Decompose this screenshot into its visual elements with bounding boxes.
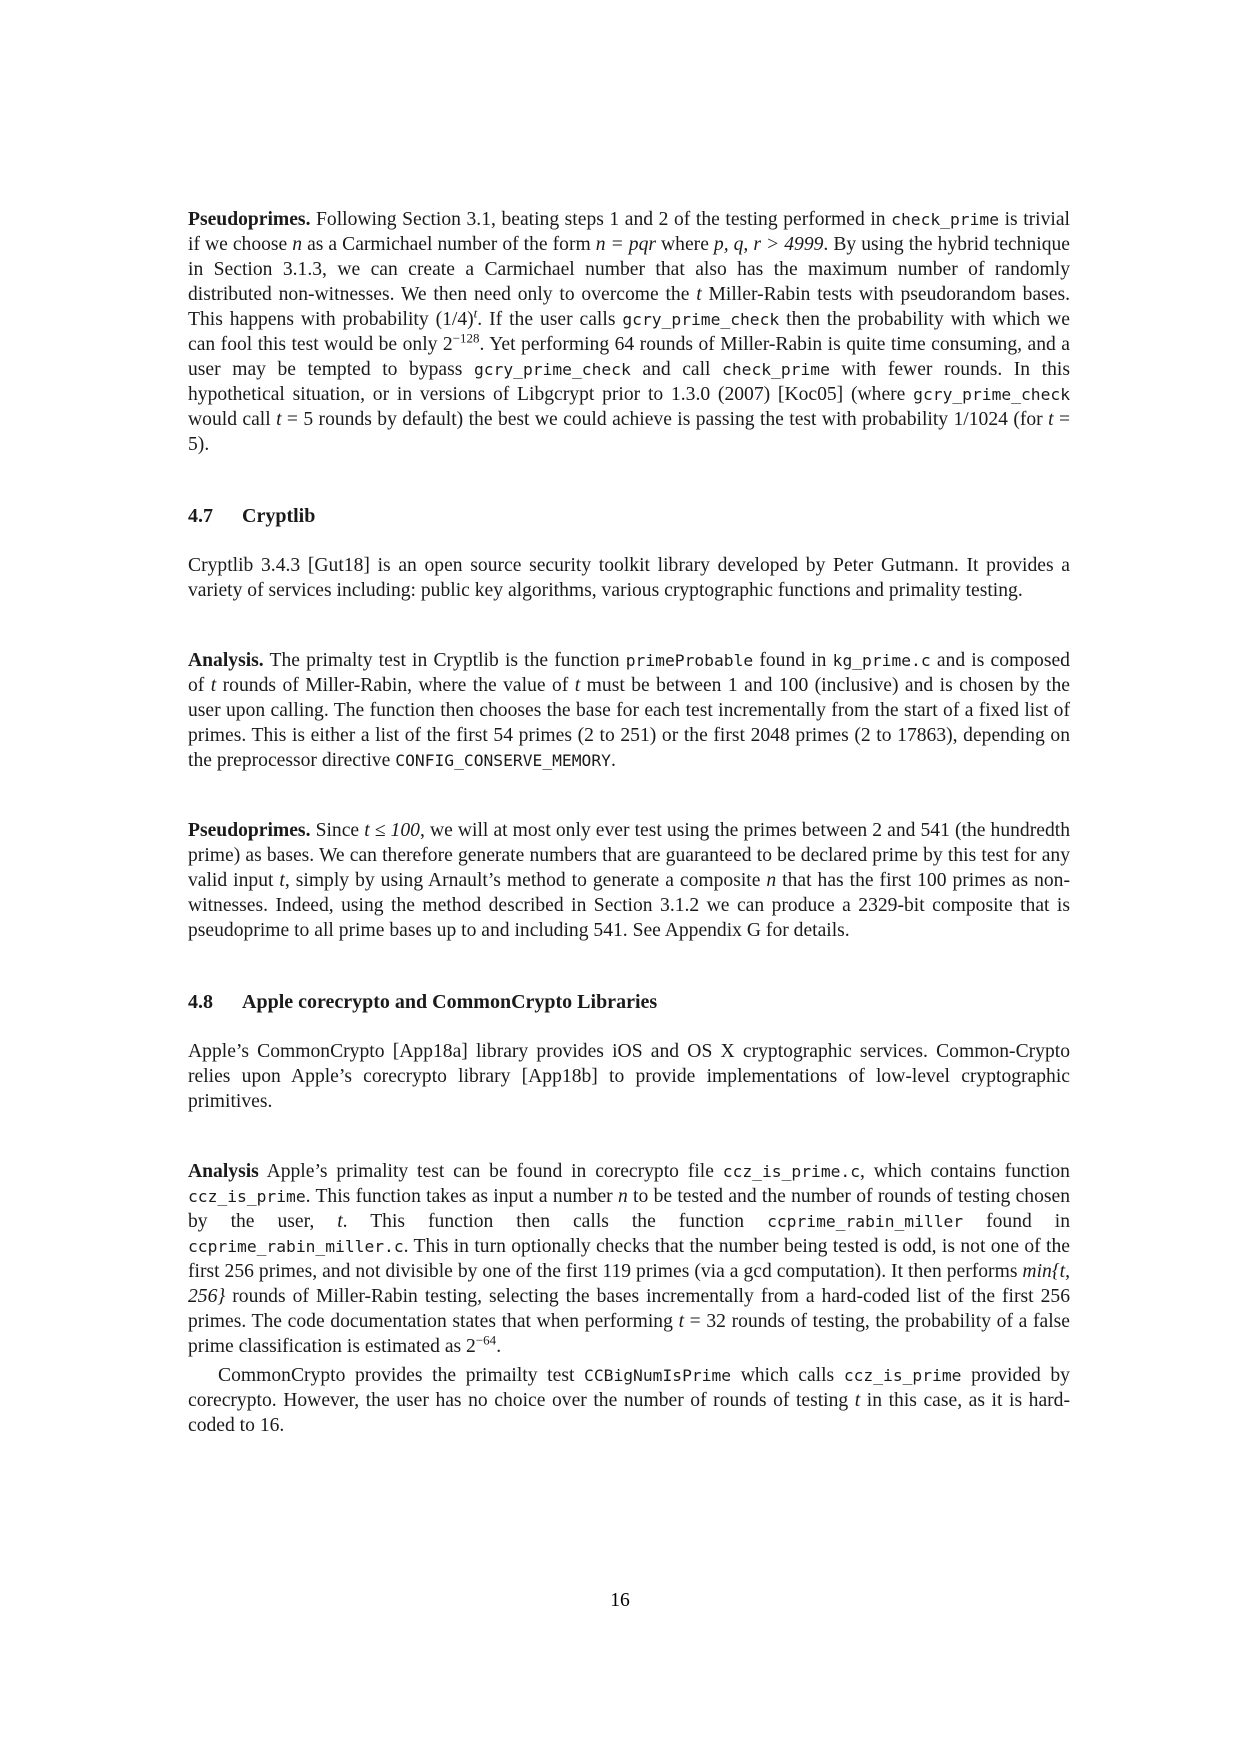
run-in-heading: Pseudoprimes.	[188, 820, 311, 841]
run-in-heading: Pseudoprimes.	[188, 209, 311, 230]
code-gcry-prime-check: gcry_prime_check	[622, 310, 780, 329]
code-ccz-is-prime-file: ccz_is_prime.c	[722, 1162, 861, 1181]
page-body	[188, 207, 1070, 1438]
section-title: Cryptlib	[242, 505, 316, 527]
analysis-paragraph-apple: Analysis Apple’s primality test can be found in corecrypto file ccz_is_prime.c, which contains function ccz_is_prime. This function takes as input a number n to be tested and the number of rounds of testing chosen by the user, t. This function then calls the function ccprime_rabin_miller found in ccprime_rabin_miller.c. This in turn optionally checks that the number being tested is odd, is not one of the first 256 primes, and not divisible by one of the first 119 primes (via a gcd computation). It then performs min{t, 256} rounds of Miller-Rabin testing, selecting the bases incrementally from a hard-coded list of the first 256 primes. The code documentation states that when performing t = 32 rounds of testing, the probability of a false prime classification is estimated as $2^{-64}$.	[188, 1161, 1071, 1357]
code-prime-probable: primeProbable	[625, 651, 754, 670]
pseudoprimes-paragraph-2: Pseudoprimes. Since t ≤ 100, we will at most only ever test using the primes between 2 and 541 (the hundredth prime) as bases. We can therefore generate numbers that are guaranteed to be declared prime by this test for any valid input t, simply by using Arnault’s method to generate a composite n that has the first 100 primes as non-witnesses. Indeed, using the method described in Section 3.1.2 we can produce a 2329-bit composite that is pseudoprime to all prime bases up to and including 541. See Appendix G for details.	[188, 820, 1070, 941]
code-ccz-is-prime: ccz_is_prime	[188, 1187, 306, 1206]
code-ccprime-rabin-miller-file: ccprime_rabin_miller.c	[188, 1237, 404, 1256]
run-in-heading: Analysis.	[188, 650, 264, 671]
code-ccprime-rabin-miller: ccprime_rabin_miller	[767, 1212, 964, 1231]
section-heading-4-7	[188, 504, 1070, 529]
section-title: Apple corecrypto and CommonCrypto Libraries	[242, 991, 658, 1013]
code-gcry-prime-check: gcry_prime_check	[473, 360, 631, 379]
code-gcry-prime-check: gcry_prime_check	[913, 385, 1070, 404]
cryptlib-intro-paragraph: Cryptlib 3.4.3 [Gut18] is an open source security toolkit library developed by Peter Gutmann. It provides a variety of services including: public key algorithms, various cryptographic functions and primality testing.	[188, 555, 1070, 601]
code-check-prime: check_prime	[722, 360, 830, 379]
code-ccz-is-prime: ccz_is_prime	[843, 1366, 962, 1385]
code-kg-prime: kg_prime.c	[832, 651, 931, 670]
section-number: 4.7	[188, 505, 213, 527]
code-ccbignum-isprime: CCBigNumIsPrime	[584, 1366, 732, 1385]
page-number: 16	[610, 1590, 630, 1611]
section-heading-4-8	[188, 990, 1070, 1015]
code-check-prime: check_prime	[891, 210, 999, 229]
analysis-paragraph-cryptlib: Analysis. The primalty test in Cryptlib is the function primeProbable found in kg_prime.c and is composed of t rounds of Miller-Rabin, where the value of t must be between 1 and 100 (inclusive) and is chosen by the user upon calling. The function then chooses the base for each test incrementally from the start of a fixed list of primes. This is either a list of the first 54 primes (2 to 251) or the first 2048 primes (2 to 17863), depending on the preprocessor directive CONFIG_CONSERVE_MEMORY.	[188, 650, 1070, 771]
pseudoprimes-paragraph-1: Pseudoprimes. Following Section 3.1, beating steps 1 and 2 of the testing performed in check_prime is trivial if we choose n as a Carmichael number of the form n = pqr where p, q, r > 4999. By using the hybrid technique in Section 3.1.3, we can create a Carmichael number that also has the maximum number of randomly distributed non-witnesses. We then need only to overcome the t Miller-Rabin tests with pseudorandom bases. This happens with probability $(1/4)^t$. If the user calls gcry_prime_check then the probability with which we can fool this test would be only $2^{-128}$. Yet performing 64 rounds of Miller-Rabin is quite time consuming, and a user may be tempted to bypass gcry_prime_check and call check_prime with fewer rounds. In this hypothetical situation, or in versions of Libgcrypt prior to 1.3.0 (2007) [Koc05] (where gcry_prime_check would call t = 5 rounds by default) the best we could achieve is passing the test with probability 1/1024 (for t = 5).	[188, 209, 1071, 455]
section-number: 4.8	[188, 991, 213, 1013]
commoncrypto-paragraph: CommonCrypto provides the primailty test CCBigNumIsPrime which calls ccz_is_prime provided by corecrypto. However, the user has no choice over the number of rounds of testing t in this case, as it is hard-coded to 16.	[188, 1365, 1070, 1436]
run-in-heading: Analysis	[188, 1161, 259, 1182]
code-config-conserve-memory: CONFIG_CONSERVE_MEMORY	[395, 751, 611, 770]
apple-intro-paragraph: Apple’s CommonCrypto [App18a] library provides iOS and OS X cryptographic services. Common-Crypto relies upon Apple’s corecrypto library [App18b] to provide implementations of low-level cryptographic primitives.	[188, 1041, 1070, 1112]
